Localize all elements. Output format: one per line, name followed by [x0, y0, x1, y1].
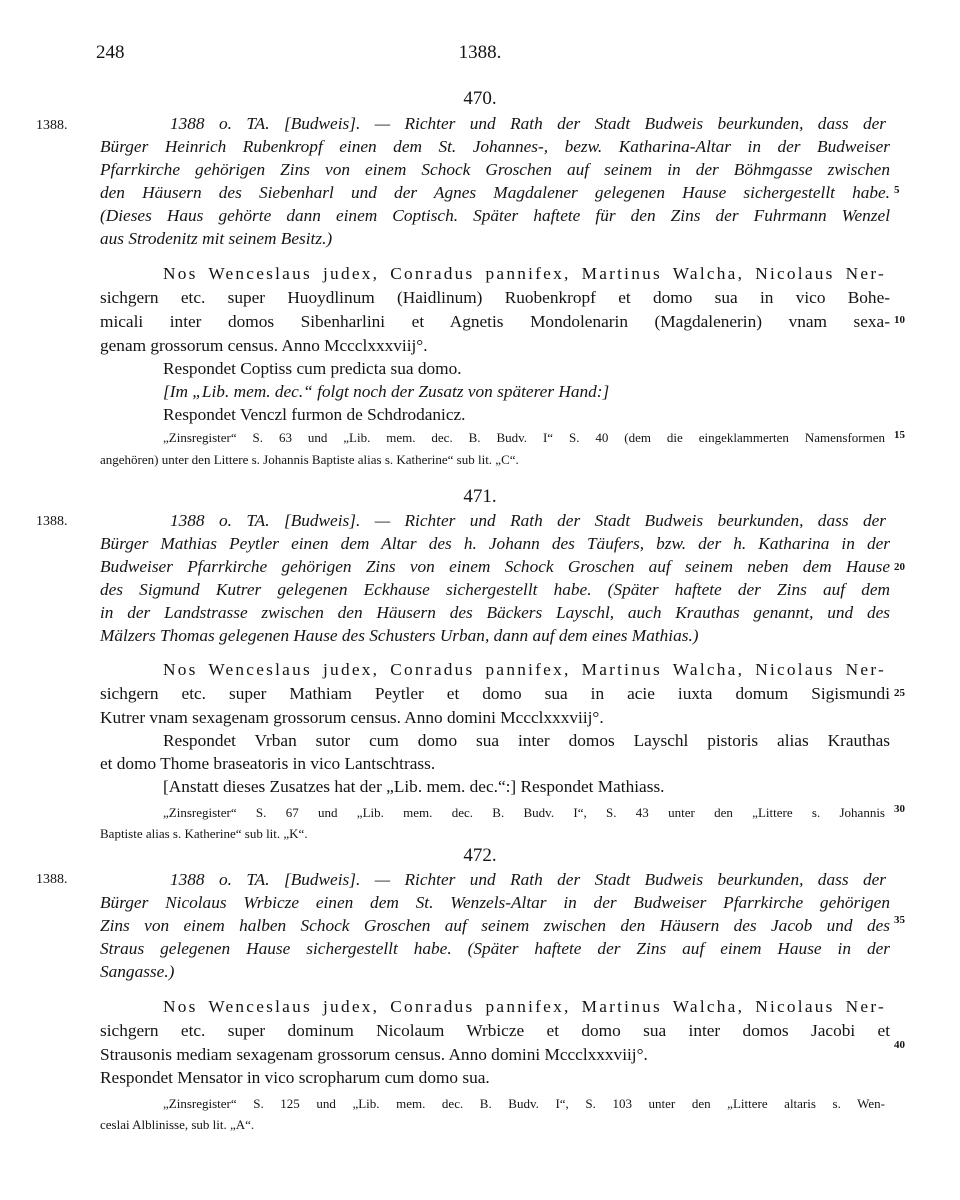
line-number: 35 — [894, 914, 905, 926]
source-note-line: Baptiste alias s. Katherine“ sub lit. „K“. — [100, 826, 308, 841]
latin-text-line: genam grossorum census. Anno Mccclxxxviij°. — [100, 336, 428, 355]
regest-line: Pfarrkirche gehörigen Zins von einem Schock Groschen auf seinem in der Böhmgasse zwischen — [100, 160, 890, 179]
editorial-note-line: [Im „Lib. mem. dec.“ folgt noch der Zusatz von späterer Hand:] — [163, 382, 610, 401]
latin-text-line: sichgern etc. super dominum Nicolaum Wrbicze et domo sua inter domos Jacobi et — [100, 1021, 890, 1040]
latin-text-line: Nos Wenceslaus judex, Conradus pannifex, Martinus Walcha, Nicolaus Ner- — [163, 660, 886, 679]
source-note-line: „Zinsregister“ S. 67 und „Lib. mem. dec. B. Budv. I“, S. 43 unter den „Littere s. Johannis — [163, 805, 885, 820]
latin-text-line: Kutrer vnam sexagenam grossorum census. Anno domini Mccclxxxviij°. — [100, 708, 604, 727]
line-number: 5 — [894, 184, 900, 196]
line-number: 10 — [894, 314, 905, 326]
latin-text-line: micali inter domos Sibenharlini et Agnetis Mondolenarin (Magdalenerin) vnam sexa- — [100, 312, 890, 331]
regest-line: 1388 o. TA. [Budweis]. — Richter und Rath der Stadt Budweis beurkunden, dass der — [170, 870, 886, 889]
latin-text-line: sichgern etc. super Mathiam Peytler et domo sua in acie iuxta domum Sigismundi — [100, 684, 890, 703]
regest-line: 1388 o. TA. [Budweis]. — Richter und Rath der Stadt Budweis beurkunden, dass der — [170, 114, 886, 133]
source-note-line: angehören) unter den Littere s. Johannis Baptiste alias s. Katherine“ sub lit. „C“. — [100, 452, 519, 467]
latin-text-line: Respondet Venczl furmon de Schdrodanicz. — [163, 405, 466, 424]
latin-text-line: Respondet Mensator in vico scropharum cum domo sua. — [100, 1068, 490, 1087]
editorial-note-line: [Anstatt dieses Zusatzes hat der „Lib. mem. dec.“:] Respondet Mathiass. — [163, 777, 665, 796]
regest-line: Bürger Nicolaus Wrbicze einen dem St. Wenzels-Altar in der Budweiser Pfarrkirche gehörigen — [100, 893, 890, 912]
page-number: 248 — [96, 42, 125, 63]
line-number: 25 — [894, 687, 905, 699]
source-note-line: „Zinsregister“ S. 63 und „Lib. mem. dec. B. Budv. I“ S. 40 (dem die eingeklammerten Namensformen — [163, 430, 885, 445]
source-note-line: „Zinsregister“ S. 125 und „Lib. mem. dec. B. Budv. I“, S. 103 unter den „Littere altaris s. Wen- — [163, 1096, 885, 1111]
regest-line: Zins von einem halben Schock Groschen auf seinem zwischen den Häusern des Jacob und des — [100, 916, 890, 935]
margin-date: 1388. — [36, 514, 68, 529]
source-note-line: ceslai Alblinisse, sub lit. „A“. — [100, 1117, 255, 1132]
regest-line: 1388 o. TA. [Budweis]. — Richter und Rath der Stadt Budweis beurkunden, dass der — [170, 511, 886, 530]
document-number: 472. — [463, 845, 497, 866]
latin-text-line: Nos Wenceslaus judex, Conradus pannifex, Martinus Walcha, Nicolaus Ner- — [163, 997, 886, 1016]
regest-line: den Häusern des Siebenharl und der Agnes Magdalener gelegenen Hause sichergestellt habe. — [100, 183, 890, 202]
latin-text-line: Nos Wenceslaus judex, Conradus pannifex, Martinus Walcha, Nicolaus Ner- — [163, 264, 886, 283]
latin-text-line: Respondet Vrban sutor cum domo sua inter domos Layschl pistoris alias Krauthas — [163, 731, 890, 750]
regest-line: aus Strodenitz mit seinem Besitz.) — [100, 229, 333, 248]
latin-text-line: sichgern etc. super Huoydlinum (Haidlinum) Ruobenkropf et domo sua in vico Bohe- — [100, 288, 890, 307]
document-number: 471. — [463, 486, 497, 507]
regest-line: Bürger Mathias Peytler einen dem Altar des h. Johann des Täufers, bzw. der h. Katharina in der — [100, 534, 890, 553]
regest-line: Bürger Heinrich Rubenkropf einen dem St. Johannes-, bezw. Katharina-Altar in der Budweiser — [100, 137, 890, 156]
regest-line: Mälzers Thomas gelegenen Hause des Schusters Urban, dann auf dem eines Mathias.) — [100, 626, 699, 645]
margin-date: 1388. — [36, 872, 68, 887]
regest-line: Sangasse.) — [100, 962, 175, 981]
line-number: 20 — [894, 561, 905, 573]
latin-text-line: Strausonis mediam sexagenam grossorum census. Anno domini Mccclxxxviij°. — [100, 1045, 648, 1064]
running-head-year: 1388. — [458, 42, 502, 63]
line-number: 40 — [894, 1039, 905, 1051]
document-number: 470. — [463, 88, 497, 109]
regest-line: Straus gelegenen Hause sichergestellt habe. (Später haftete der Zins auf einem Hause in der — [100, 939, 890, 958]
regest-line: in der Landstrasse zwischen den Häusern des Bäckers Layschl, auch Krauthas genannt, und des — [100, 603, 890, 622]
line-number: 30 — [894, 803, 905, 815]
regest-line: Budweiser Pfarrkirche gehörigen Zins von einem Schock Groschen auf seinem neben dem Hause — [100, 557, 890, 576]
margin-date: 1388. — [36, 118, 68, 133]
latin-text-line: Respondet Coptiss cum predicta sua domo. — [163, 359, 462, 378]
regest-line: des Sigmund Kutrer gelegenen Eckhause sichergestellt habe. (Später haftete der Zins auf dem — [100, 580, 890, 599]
latin-text-line: et domo Thome braseatoris in vico Lantschtrass. — [100, 754, 436, 773]
regest-line: (Dieses Haus gehörte dann einem Coptisch. Später haftete für den Zins der Fuhrmann Wenzel — [100, 206, 890, 225]
line-number: 15 — [894, 429, 905, 441]
